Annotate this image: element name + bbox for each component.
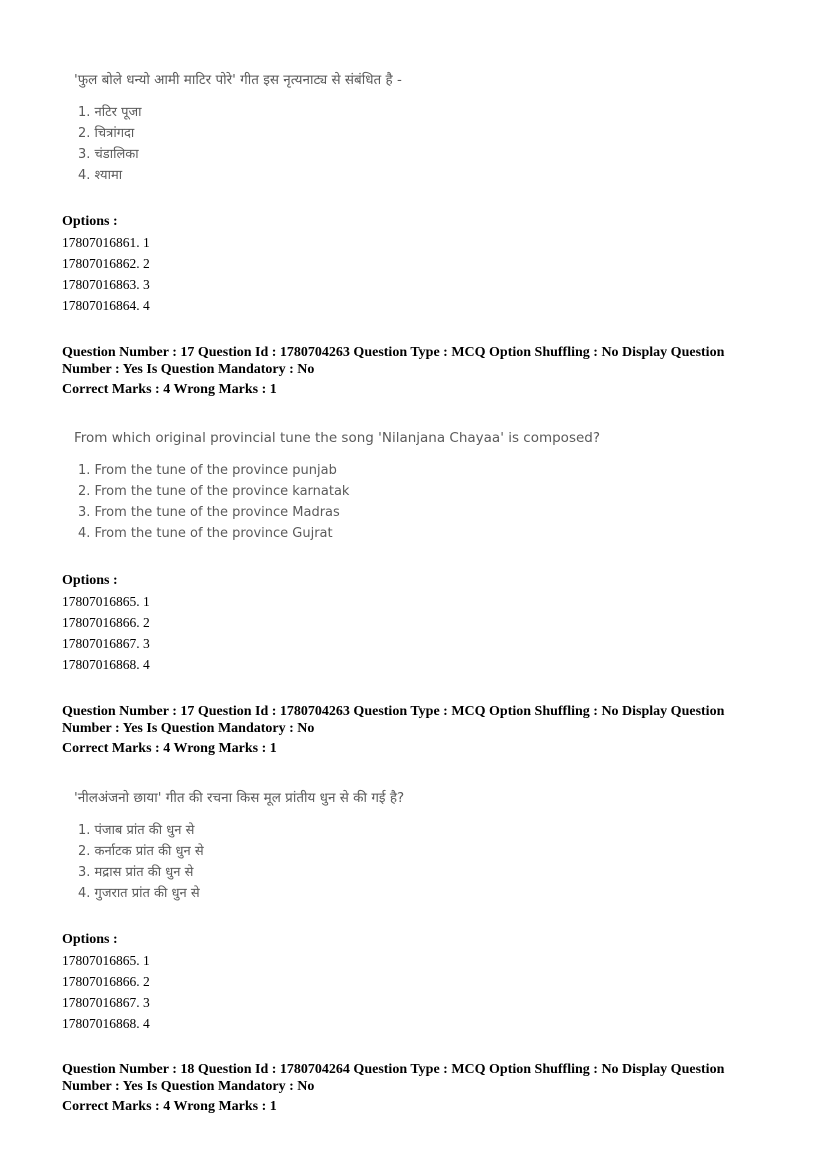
choice-list — [74, 460, 600, 544]
choice-item: 1. नटिर पूजा — [78, 105, 142, 120]
option-item: 17807016866. 2 — [62, 974, 150, 989]
question-meta-3 — [62, 1061, 762, 1115]
option-item: 17807016864. 4 — [62, 298, 150, 313]
question-text: 'फुल बोले धन्यो आमी माटिर पोरे' गीत इस नृत्यनाट्य से संबंधित है - — [74, 72, 402, 88]
option-item: 17807016867. 3 — [62, 995, 150, 1010]
meta-line: Number : Yes Is Question Mandatory : No — [62, 721, 315, 736]
options-block-3 — [62, 930, 762, 1034]
marks-line: Correct Marks : 4 Wrong Marks : 1 — [62, 741, 277, 756]
options-block-1 — [62, 212, 762, 316]
marks-line: Correct Marks : 4 Wrong Marks : 1 — [62, 382, 277, 397]
question-meta-1 — [62, 344, 762, 398]
meta-line: Number : Yes Is Question Mandatory : No — [62, 1079, 315, 1094]
option-item: 17807016865. 1 — [62, 953, 150, 968]
choice-list — [74, 102, 402, 186]
meta-line: Question Number : 17 Question Id : 1780704263 Question Type : MCQ Option Shuffling : No Display Question — [62, 704, 725, 719]
choice-item: 2. चित्रांगदा — [78, 126, 135, 141]
options-block-2 — [62, 571, 762, 675]
option-item: 17807016868. 4 — [62, 657, 150, 672]
marks-line: Correct Marks : 4 Wrong Marks : 1 — [62, 1099, 277, 1114]
meta-line: Question Number : 18 Question Id : 1780704264 Question Type : MCQ Option Shuffling : No Display Question — [62, 1062, 725, 1077]
choice-item: 3. मद्रास प्रांत की धुन से — [78, 865, 194, 880]
options-label: Options : — [62, 932, 118, 947]
choice-item: 3. From the tune of the province Madras — [78, 505, 340, 520]
question-image-3 — [74, 788, 404, 904]
option-item: 17807016866. 2 — [62, 615, 150, 630]
choice-item: 2. From the tune of the province karnatak — [78, 484, 350, 499]
choice-item: 4. From the tune of the province Gujrat — [78, 526, 333, 541]
question-image-2 — [74, 430, 600, 544]
choice-list — [74, 820, 404, 904]
option-item: 17807016868. 4 — [62, 1016, 150, 1031]
choice-item: 3. चंडालिका — [78, 147, 139, 162]
meta-line: Question Number : 17 Question Id : 1780704263 Question Type : MCQ Option Shuffling : No Display Question — [62, 345, 725, 360]
question-meta-2 — [62, 703, 762, 757]
option-item: 17807016861. 1 — [62, 235, 150, 250]
choice-item: 4. श्यामा — [78, 168, 123, 183]
options-label: Options : — [62, 214, 118, 229]
option-item: 17807016867. 3 — [62, 636, 150, 651]
question-image-1 — [74, 70, 402, 186]
question-text: 'नीलअंजनो छाया' गीत की रचना किस मूल प्रांतीय धुन से की गई है? — [74, 790, 405, 806]
option-item: 17807016863. 3 — [62, 277, 150, 292]
question-text: From which original provincial tune the song 'Nilanjana Chayaa' is composed? — [74, 430, 601, 446]
choice-item: 4. गुजरात प्रांत की धुन से — [78, 886, 200, 901]
choice-item: 1. पंजाब प्रांत की धुन से — [78, 823, 195, 838]
option-item: 17807016865. 1 — [62, 594, 150, 609]
option-item: 17807016862. 2 — [62, 256, 150, 271]
choice-item: 2. कर्नाटक प्रांत की धुन से — [78, 844, 204, 859]
options-label: Options : — [62, 573, 118, 588]
meta-line: Number : Yes Is Question Mandatory : No — [62, 362, 315, 377]
choice-item: 1. From the tune of the province punjab — [78, 463, 337, 478]
